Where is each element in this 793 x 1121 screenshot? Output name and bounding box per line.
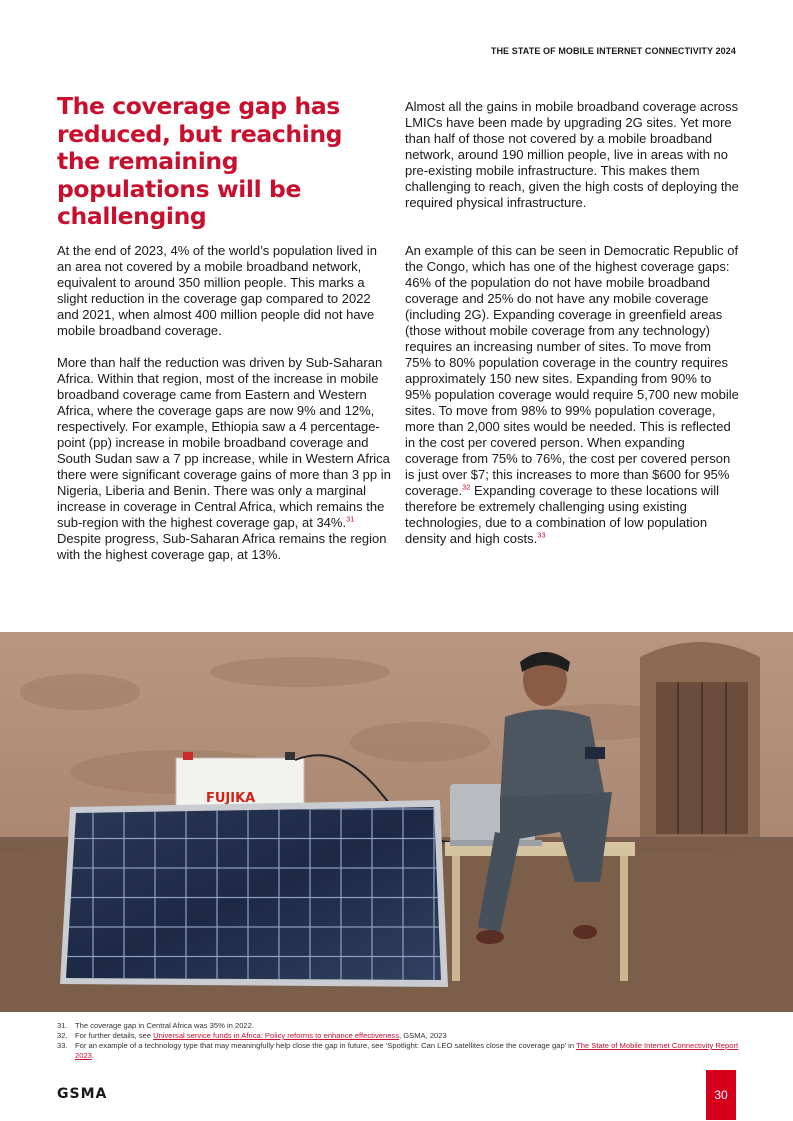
right-column-top <box>405 99 740 211</box>
footnote-body: . <box>91 1051 95 1060</box>
footnote-number: 32. <box>57 1031 68 1040</box>
photo-solar-panel <box>0 632 793 1012</box>
footnote-body: For an example of a technology type that may meaningfully help close the gap in future, see ‘Spotlight: Can LEO satellites close the coverage gap’ in <box>75 1041 577 1050</box>
battery-brand: FUJIKA <box>206 791 256 806</box>
footnote-number: 31. <box>57 1021 68 1030</box>
footnotes <box>57 1021 747 1061</box>
page-headline: The coverage gap has reduced, but reaching the remaining populations will be challenging <box>57 92 343 230</box>
paragraph: At the end of 2023, 4% of the world’s population lived in an area not covered by a mobile broadband network, equivalent to around 350 million people. This marks a slight reduction in the coverage gap compared to 2022 and 2021, when almost 400 million people did not have mobile broadband coverage. <box>57 243 377 338</box>
footnote-33 <box>57 1041 747 1061</box>
paragraph-text: More than half the reduction was driven by Sub-Saharan Africa. Within that region, most of the increase in mobile broadband coverage came from Eastern and Western Africa, where the coverage gaps are now 9% and 12%, respectively. For example, Ethiopia saw a 4 percentage-point (pp) increase in mobile broadband coverage and South Sudan saw a 7 pp increase, while in Western Africa there were significant coverage gains of more than 3 pp in Nigeria, Liberia and Benin. There was only a marginal increase in coverage in Central Africa, which remains the sub-region with the highest coverage gap, at 34%. <box>57 355 391 530</box>
battery <box>176 752 304 808</box>
footnote-31 <box>57 1021 747 1031</box>
footnote-text <box>75 1021 747 1031</box>
footnote-text <box>75 1041 747 1061</box>
footnote-ref[interactable]: 32 <box>462 482 471 492</box>
gsma-logo: GSMA <box>57 1086 108 1102</box>
footnote-body: For further details, see <box>75 1031 154 1040</box>
footnote-text <box>75 1031 747 1041</box>
paragraph <box>405 243 740 547</box>
paragraph-text: An example of this can be seen in Democratic Republic of the Congo, which has one of the highest coverage gaps: 46% of the population do not have mobile broadband coverage and 25% do not have any mobile coverage (including 2G). Expanding coverage in greenfield areas (those without mobile coverage from any technology) requires an increasing number of sites. To move from 75% to 80% population coverage in the country requires approximately 150 new sites. Expanding from 90% to 95% population coverage would require 5,700 new mobile sites. To move from 98% to 99% population coverage, more than 2,000 sites would be needed. This is reflected in the cost per covered person. When expanding coverage from 75% to 76%, the cost per covered person is just over $7; this increases to more than $600 for 95% coverage. <box>405 243 739 498</box>
right-column-bottom <box>405 243 740 547</box>
wooden-door <box>640 642 760 837</box>
footnote-ref[interactable]: 33 <box>537 530 546 540</box>
left-column <box>57 243 392 563</box>
paragraph <box>57 355 392 563</box>
footnote-ref[interactable]: 31 <box>346 514 355 524</box>
paragraph-text: Expanding coverage to these locations will therefore be extremely challenging using existing technologies, due to a combination of low population density and high costs. <box>405 483 720 546</box>
footnote-body: , GSMA, 2023 <box>399 1031 447 1040</box>
paragraph: Almost all the gains in mobile broadband coverage across LMICs have been made by upgrading 2G sites. Yet more than half of those not covered by a mobile broadband network, around 190 million people, live in areas with no pre-existing mobile infrastructure. This makes them challenging to reach, given the high costs of deploying the required physical infrastructure. <box>405 99 739 210</box>
running-header: THE STATE OF MOBILE INTERNET CONNECTIVITY 2024 <box>490 46 736 56</box>
paragraph-text: Despite progress, Sub-Saharan Africa remains the region with the highest coverage gap, at 13%. <box>57 531 387 562</box>
solar-panel <box>60 800 448 987</box>
footnote-link[interactable]: Universal service funds in Africa: Policy reforms to enhance effectiveness <box>153 1031 400 1040</box>
footnote-link[interactable]: The State of Mobile Internet Connectivity Report 2023 <box>75 1041 739 1060</box>
footnote-32 <box>57 1031 747 1041</box>
page-number-badge: 30 <box>706 1070 736 1120</box>
footnote-body: The coverage gap in Central Africa was 35% in 2022. <box>75 1021 254 1030</box>
footnote-number: 33. <box>57 1041 68 1050</box>
